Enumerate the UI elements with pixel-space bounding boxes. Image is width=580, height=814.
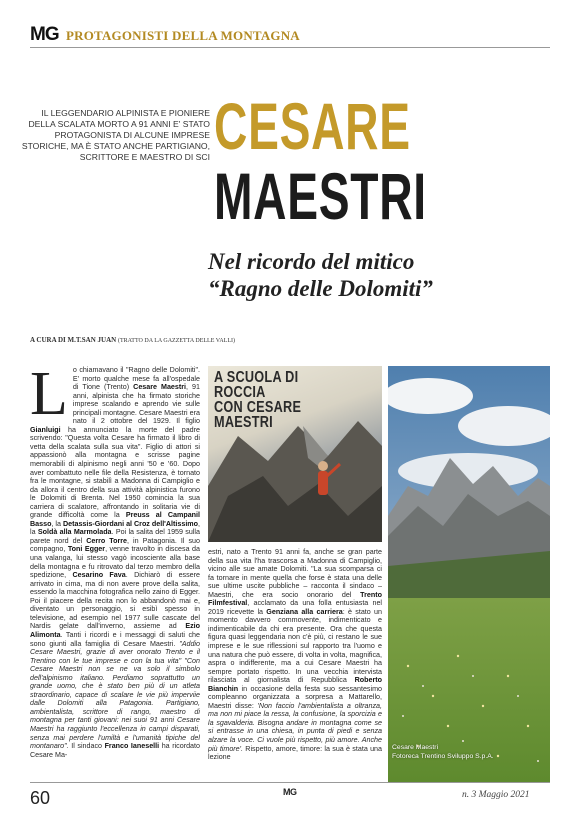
article-text-run: , 91 anni, alpinista che ha firmato storiche imprese scalando e aprendo vie sulle principali montagne. Cesare Maestri era nato il 2 ottobre del 1929. Il figlio xyxy=(72,383,200,426)
photo-caption-subject: Cesare Maestri xyxy=(392,744,439,751)
article-text-run: Cesarino Fava xyxy=(72,571,126,580)
book-cover-title-line-2: CON CESARE MAESTRI xyxy=(214,399,302,431)
page-number: 60 xyxy=(30,788,51,808)
article-text-run: Trento Filmfestival xyxy=(208,590,382,608)
article-text-run: Rispetto, amore, timore: la sua è stata una lezione xyxy=(208,744,382,762)
article-text-run: o chiamavano il "Ragno delle Dolomiti". E' morto qualche mese fa all'ospedale di Tione (Trento) xyxy=(72,366,200,392)
landscape-illustration xyxy=(388,366,550,782)
article-text-run: , in Patagonia. Il suo compagno, xyxy=(30,536,200,554)
section-title: PROTAGONISTI DELLA MONTAGNA xyxy=(66,28,300,43)
header-divider xyxy=(30,47,550,48)
subtitle-line-1: Nel ricordo del mitico xyxy=(208,249,415,274)
intro-summary: IL LEGGENDARIO ALPINISTA E PIONIERE DELLA SCALATA MORTO A 91 ANNI E' STATO PROTAGONISTA DI ALCUNE IMPRESE STORICHE, MA È STATO ANCHE PARTIGIANO, SCRITTORE E MAESTRO DI SCI xyxy=(21,108,210,162)
footer-logo: MG xyxy=(283,787,297,797)
headline-last-name: MAESTRI xyxy=(214,159,427,233)
article-text-run: , la xyxy=(30,519,200,537)
drop-cap: L xyxy=(30,366,68,428)
article-text-run: . Tanti i ricordi e i messaggi di saluti che sono giunti alla famiglia di Cesare Maestri. xyxy=(30,630,200,648)
subtitle-line-2: “Ragno delle Dolomiti” xyxy=(208,276,433,301)
article-text-run: , la xyxy=(51,519,63,528)
article-text-run: in occasione della festa suo sessantesimo compleanno organizzata a sorpresa a Mattarello, Maestri disse: xyxy=(208,684,382,710)
article-text-run: Preuss al Campanil Basso xyxy=(30,511,200,528)
article-text-run: Gianluigi xyxy=(30,425,61,434)
book-cover-title-line-1: A SCUOLA DI ROCCIA xyxy=(214,369,299,401)
article-text-run: Genziana alla carriera xyxy=(266,607,343,616)
article-text-run: Franco Ianeselli xyxy=(104,742,160,751)
article-text-run: Detassis-Giordani al Croz dell'Altissimo xyxy=(62,519,199,528)
subtitle xyxy=(208,248,548,302)
article-text-run: : è stato un momento davvero commovente, indimenticato e indimenticabile da chi era presente. Ora che questa figura quasi leggendaria non c'è più, ci restano le sue imprese e le sue riflessioni sul rapporto tra l'uomo e una natura che può essere, di volta in volta, magnifica, aspra o indifferente, ma a cui Cesare Maestri ha sempre portato rispetto. In una vecchia intervista rilasciata al giornalista di Repubblica xyxy=(208,607,382,685)
photo-caption xyxy=(392,744,494,761)
byline xyxy=(30,336,235,344)
article-text-run: Cerro Torre xyxy=(86,536,128,545)
book-cover-photo xyxy=(208,366,382,542)
article-text-run: Soldà alla Marmolada xyxy=(37,528,112,537)
article-text-run: estri, nato a Trento 91 anni fa, anche se gran parte della sua vita l'ha trascorsa a Madonna di Campiglio, vicino alle sue amate Dolomiti. "La sua scomparsa ci fa tornare in mente quella che forse è stata una delle sue ultime uscite pubbliche – racconta il sindaco – Maestri, che era socio onorario del xyxy=(208,548,382,599)
article-text-run: . Dichiarò di essere arrivato in cima, ma di non avere prove della salita, essendo la macchina fotografica nello zaino di Egger. Poi il piacere della recita non lo abbandonò mai e, diventato un personaggio, si esibì spesso in televisione, ad esempio nel 1977 sulle cascate del Nardis gelate dall'inverno, assieme ad xyxy=(30,571,200,631)
article-column-2-text xyxy=(208,548,382,762)
article-text-run: Roberto Bianchin xyxy=(208,676,382,693)
dolomites-landscape-photo xyxy=(388,366,550,782)
book-cover-title xyxy=(214,370,348,430)
article-text-run: Cesare Maestri xyxy=(133,383,187,392)
photo-caption-credit: Fotoreca Trentino Sviluppo S.p.A. xyxy=(392,752,494,760)
article-column-2 xyxy=(208,548,382,780)
issue-info: n. 3 Maggio 2021 xyxy=(462,790,530,800)
byline-author: A CURA DI M.T.SAN JUAN xyxy=(30,336,117,344)
article-column-1-text xyxy=(30,366,200,759)
headline-first-name: CESARE xyxy=(214,89,411,163)
byline-source: (TRATTO DA LA GAZZETTA DELLE VALLI) xyxy=(117,338,235,344)
article-text-run: "Addio Cesare Maestri, grazie di aver onorato Trento e il Trentino con le tue imprese e con la tua vita" "Con Cesare Maestri non se ne va solo il simbolo dell'alpinismo italiano. Perdiamo soprattutto un grande uomo, che è stato ben più di un atleta straordinario, capace di scalare le vie più imperviie dalle Dolomiti alla Patagonia. Partigiano, ambientalista, scrittore di rango, maestro di montagna per tanti giovani: nei suoi 91 anni Cesare Maestri ha raggiunto l'eccellenza in campi disparati, senza mai perdere l'umiltà e l'umanità tipiche del montanaro". xyxy=(30,639,200,751)
article-text-run: Il sindaco xyxy=(68,742,105,751)
magazine-logo: MG xyxy=(30,24,59,45)
footer-divider xyxy=(30,782,550,783)
article-text-run: ha annunciato la morte del padre scrivendo: "Questa volta Cesare ha firmato il libro di vetta della scalata sulla sua vita". Figlio di attori si appassionò alla montagna e scrisse pagine memorabili di alpinismo negli anni '50 e '60. Dopo aver combattuto nelle file della Resistenza, è tornato fra le montagne, si stabilì a Madonna di Campiglio e da allora il centro della sua attività alpinistica furono le Dolomiti di Brenta. Nel 1950 comincia la sua carriera di scalatore, affrontando in solitaria vie di grande difficoltà come la xyxy=(30,425,200,520)
article-text-run: Toni Egger xyxy=(67,545,106,554)
article-text-run: . Poi la salita del 1959 sulla parete nord del xyxy=(30,528,200,545)
article-text-run: , acclamato da una folla entusiasta nel 2019 ricevette la xyxy=(208,599,382,616)
article-column-1 xyxy=(30,366,200,780)
article-text-run: , venne travolto in discesa da una valanga, lui stesso vagò incosciente alla base della montagna e fu ritrovato dal terzo membro della spedizione, xyxy=(30,545,200,580)
article-text-run: Ezio Alimonta xyxy=(30,622,200,639)
article-text-run: ha ricordato Cesare Ma- xyxy=(30,742,200,759)
article-text-run: 'Non faccio l'ambientalista a oltranza, ma non mi piace la ressa, la confusione, la sporcizia e la sgavalderia. Bisogna andare in montagna come se si entrasse in una chiesa, in punta di piedi e senza alzare la voce. Ci vuole più rispetto, più amore. Anche più timore'. xyxy=(208,701,382,753)
